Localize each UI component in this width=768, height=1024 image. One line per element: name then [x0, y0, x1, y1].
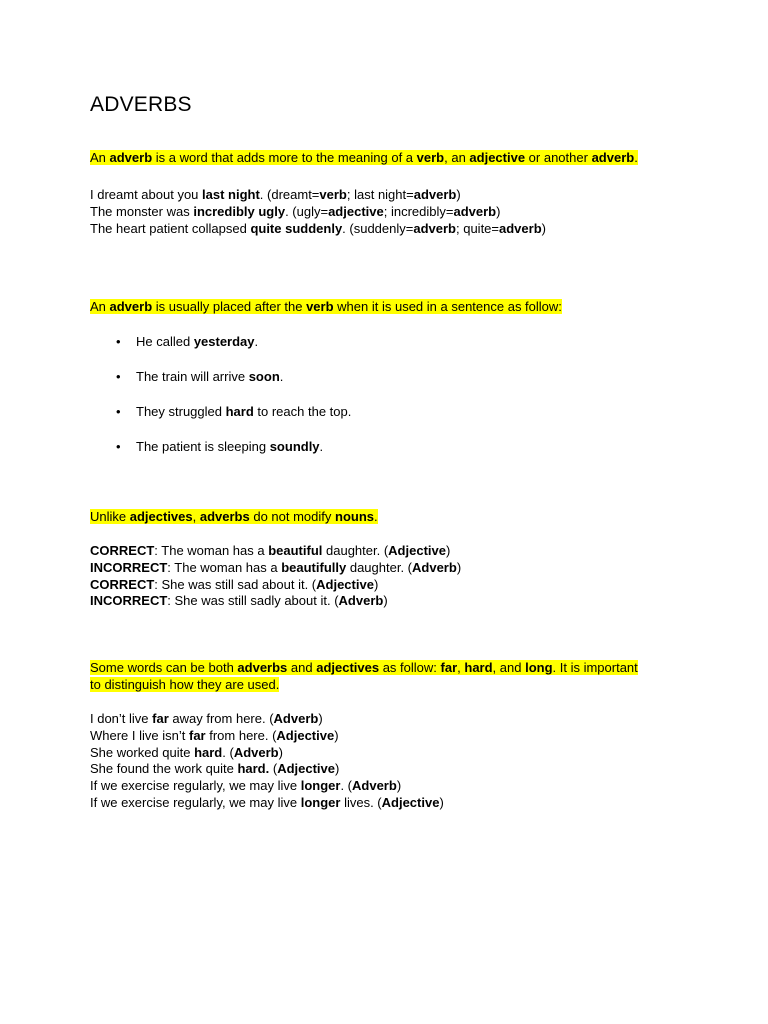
bold-text: CORRECT: [90, 543, 155, 558]
bold-text: adjectives: [316, 660, 380, 675]
examples-2: [90, 711, 690, 812]
bold-text: Adjective: [388, 543, 446, 558]
text: : She was still sadly about it. (: [167, 593, 339, 609]
text: do not modify: [249, 509, 336, 524]
text: .: [279, 369, 284, 384]
bold-text: Adjective: [316, 576, 374, 592]
text: or another: [525, 150, 592, 165]
example-line: [90, 187, 690, 204]
bold-text: soundly: [269, 439, 320, 454]
bold-text: far: [152, 711, 169, 726]
example-line: [90, 593, 690, 610]
text: .: [374, 509, 378, 524]
bold-text: hard.: [237, 761, 270, 777]
page-title: ADVERBS: [90, 93, 192, 116]
text: , an: [444, 150, 470, 165]
bullet-glyph: •: [116, 404, 121, 419]
text: . (suddenly=: [342, 220, 414, 236]
both-highlight-line: [90, 660, 638, 675]
bold-text: INCORRECT: [90, 559, 168, 575]
text: . (dreamt=: [259, 187, 320, 202]
bold-text: beautiful: [268, 543, 323, 558]
text: ): [456, 559, 462, 575]
example-line: [90, 577, 690, 594]
bold-text: verb: [416, 150, 445, 165]
correctness-examples: [90, 543, 690, 610]
list-item: [136, 404, 351, 421]
text: ): [278, 744, 283, 760]
unlike-paragraph: [90, 509, 690, 526]
text: The heart patient collapsed: [90, 220, 251, 236]
bold-text: adverb: [591, 150, 635, 165]
text: An: [90, 299, 110, 314]
bold-text: soon: [248, 369, 280, 384]
text: . (ugly=: [285, 203, 329, 219]
bold-text: adverbs: [199, 509, 250, 524]
bold-text: adverb: [499, 220, 542, 236]
bold-text: far: [440, 660, 458, 675]
both-paragraph: [90, 660, 680, 694]
bold-text: last night: [202, 187, 260, 202]
placement-highlight: [90, 299, 562, 314]
text: ): [383, 593, 388, 609]
example-line: [90, 778, 690, 795]
text: daughter. (: [346, 559, 413, 575]
text: ): [373, 576, 379, 592]
text: : She was still sad about it. (: [154, 576, 317, 592]
bold-text: far: [188, 727, 206, 743]
bold-text: long: [525, 660, 553, 675]
both-highlight-line: to distinguish how they are used.: [90, 676, 280, 692]
text: .: [634, 150, 638, 165]
text: Unlike: [90, 509, 130, 524]
text: as follow:: [379, 660, 441, 675]
text: to reach the top.: [253, 404, 352, 419]
bold-text: hard: [464, 660, 493, 675]
example-line: [90, 221, 690, 238]
text: ,: [192, 509, 200, 524]
bold-text: Adverb: [412, 559, 457, 575]
definition-paragraph: [90, 150, 690, 167]
text: , and: [492, 660, 526, 675]
example-line: [90, 728, 690, 745]
bold-text: adverb: [413, 187, 457, 202]
bold-text: adjective: [469, 150, 526, 165]
bold-text: Adjective: [277, 761, 335, 777]
bold-text: Adjective: [381, 794, 440, 810]
bold-text: INCORRECT: [90, 593, 168, 609]
text: ; last night=: [346, 187, 414, 202]
text: . (: [340, 778, 353, 794]
text: Where I live isn’t: [90, 727, 189, 743]
text: .: [319, 439, 324, 454]
text: She worked quite: [90, 744, 195, 760]
unlike-highlight: [90, 509, 378, 524]
bold-text: verb: [306, 299, 334, 314]
example-line: [90, 204, 690, 221]
example-line: [90, 543, 690, 560]
text: ): [445, 543, 451, 558]
text: The patient is sleeping: [136, 439, 270, 454]
text: when it is used in a sentence as follow:: [333, 299, 562, 314]
bold-text: Adverb: [273, 711, 319, 726]
bold-text: yesterday: [193, 334, 255, 349]
text: ): [396, 778, 402, 794]
text: He called: [136, 334, 194, 349]
text: ): [318, 711, 323, 726]
text: They struggled: [136, 404, 226, 419]
list-item: [136, 334, 258, 351]
text: ): [439, 794, 444, 810]
example-line: [90, 711, 690, 728]
text: ): [541, 220, 546, 236]
bold-text: adverb: [109, 150, 153, 165]
examples-1: [90, 187, 690, 237]
text: The train will arrive: [136, 369, 249, 384]
bold-text: adjectives: [129, 509, 193, 524]
example-line: [90, 761, 690, 778]
text: ; quite=: [456, 220, 500, 236]
text: .: [254, 334, 259, 349]
bold-text: hard: [225, 404, 254, 419]
bold-text: adverb: [453, 203, 497, 219]
text: : The woman has a: [167, 559, 282, 575]
bold-text: Adverb: [338, 593, 384, 609]
text: ): [334, 727, 339, 743]
bold-text: verb: [319, 187, 347, 202]
text: daughter. (: [322, 543, 389, 558]
list-item: [136, 439, 323, 456]
example-line: [90, 560, 690, 577]
bold-text: incredibly ugly: [193, 203, 286, 219]
text: If we exercise regularly, we may live: [90, 778, 301, 794]
text: lives. (: [340, 794, 382, 810]
text: She found the work quite: [90, 761, 238, 777]
text: ): [456, 187, 461, 202]
text: . (: [222, 744, 234, 760]
text: : The woman has a: [154, 543, 269, 558]
bold-text: Adjective: [276, 727, 335, 743]
bold-text: quite suddenly: [250, 220, 343, 236]
text: ): [496, 203, 501, 219]
text: away from here. (: [168, 711, 274, 726]
text: I don’t live: [90, 711, 153, 726]
text: is a word that adds more to the meaning of a: [152, 150, 417, 165]
example-line: [90, 795, 690, 812]
bold-text: longer: [300, 778, 341, 794]
bold-text: CORRECT: [90, 576, 155, 592]
text: An: [90, 150, 110, 165]
list-item: [136, 369, 283, 386]
text: If we exercise regularly, we may live: [90, 794, 301, 810]
bold-text: nouns: [335, 509, 375, 524]
bold-text: adverbs: [237, 660, 288, 675]
bold-text: adverb: [413, 220, 456, 236]
text: Some words can be both: [90, 660, 238, 675]
bullet-glyph: •: [116, 369, 121, 384]
bullet-glyph: •: [116, 334, 121, 349]
definition-highlight: [90, 150, 638, 165]
bold-text: Adverb: [233, 744, 279, 760]
bold-text: adjective: [328, 203, 384, 219]
bold-text: hard: [194, 744, 223, 760]
text: (: [269, 761, 278, 777]
bold-text: beautifully: [281, 559, 347, 575]
text: is usually placed after the: [152, 299, 307, 314]
text: I dreamt about you: [90, 187, 203, 202]
text: ,: [457, 660, 465, 675]
text: The monster was: [90, 203, 194, 219]
placement-paragraph: [90, 299, 690, 316]
bullet-glyph: •: [116, 439, 121, 454]
example-line: [90, 745, 690, 762]
text: from here. (: [205, 727, 277, 743]
bold-text: adverb: [109, 299, 153, 314]
bold-text: longer: [300, 794, 341, 810]
text: ; incredibly=: [383, 203, 454, 219]
text: ): [335, 761, 340, 777]
text: and: [287, 660, 317, 675]
text: . It is important: [552, 660, 638, 675]
bold-text: Adverb: [352, 778, 397, 794]
